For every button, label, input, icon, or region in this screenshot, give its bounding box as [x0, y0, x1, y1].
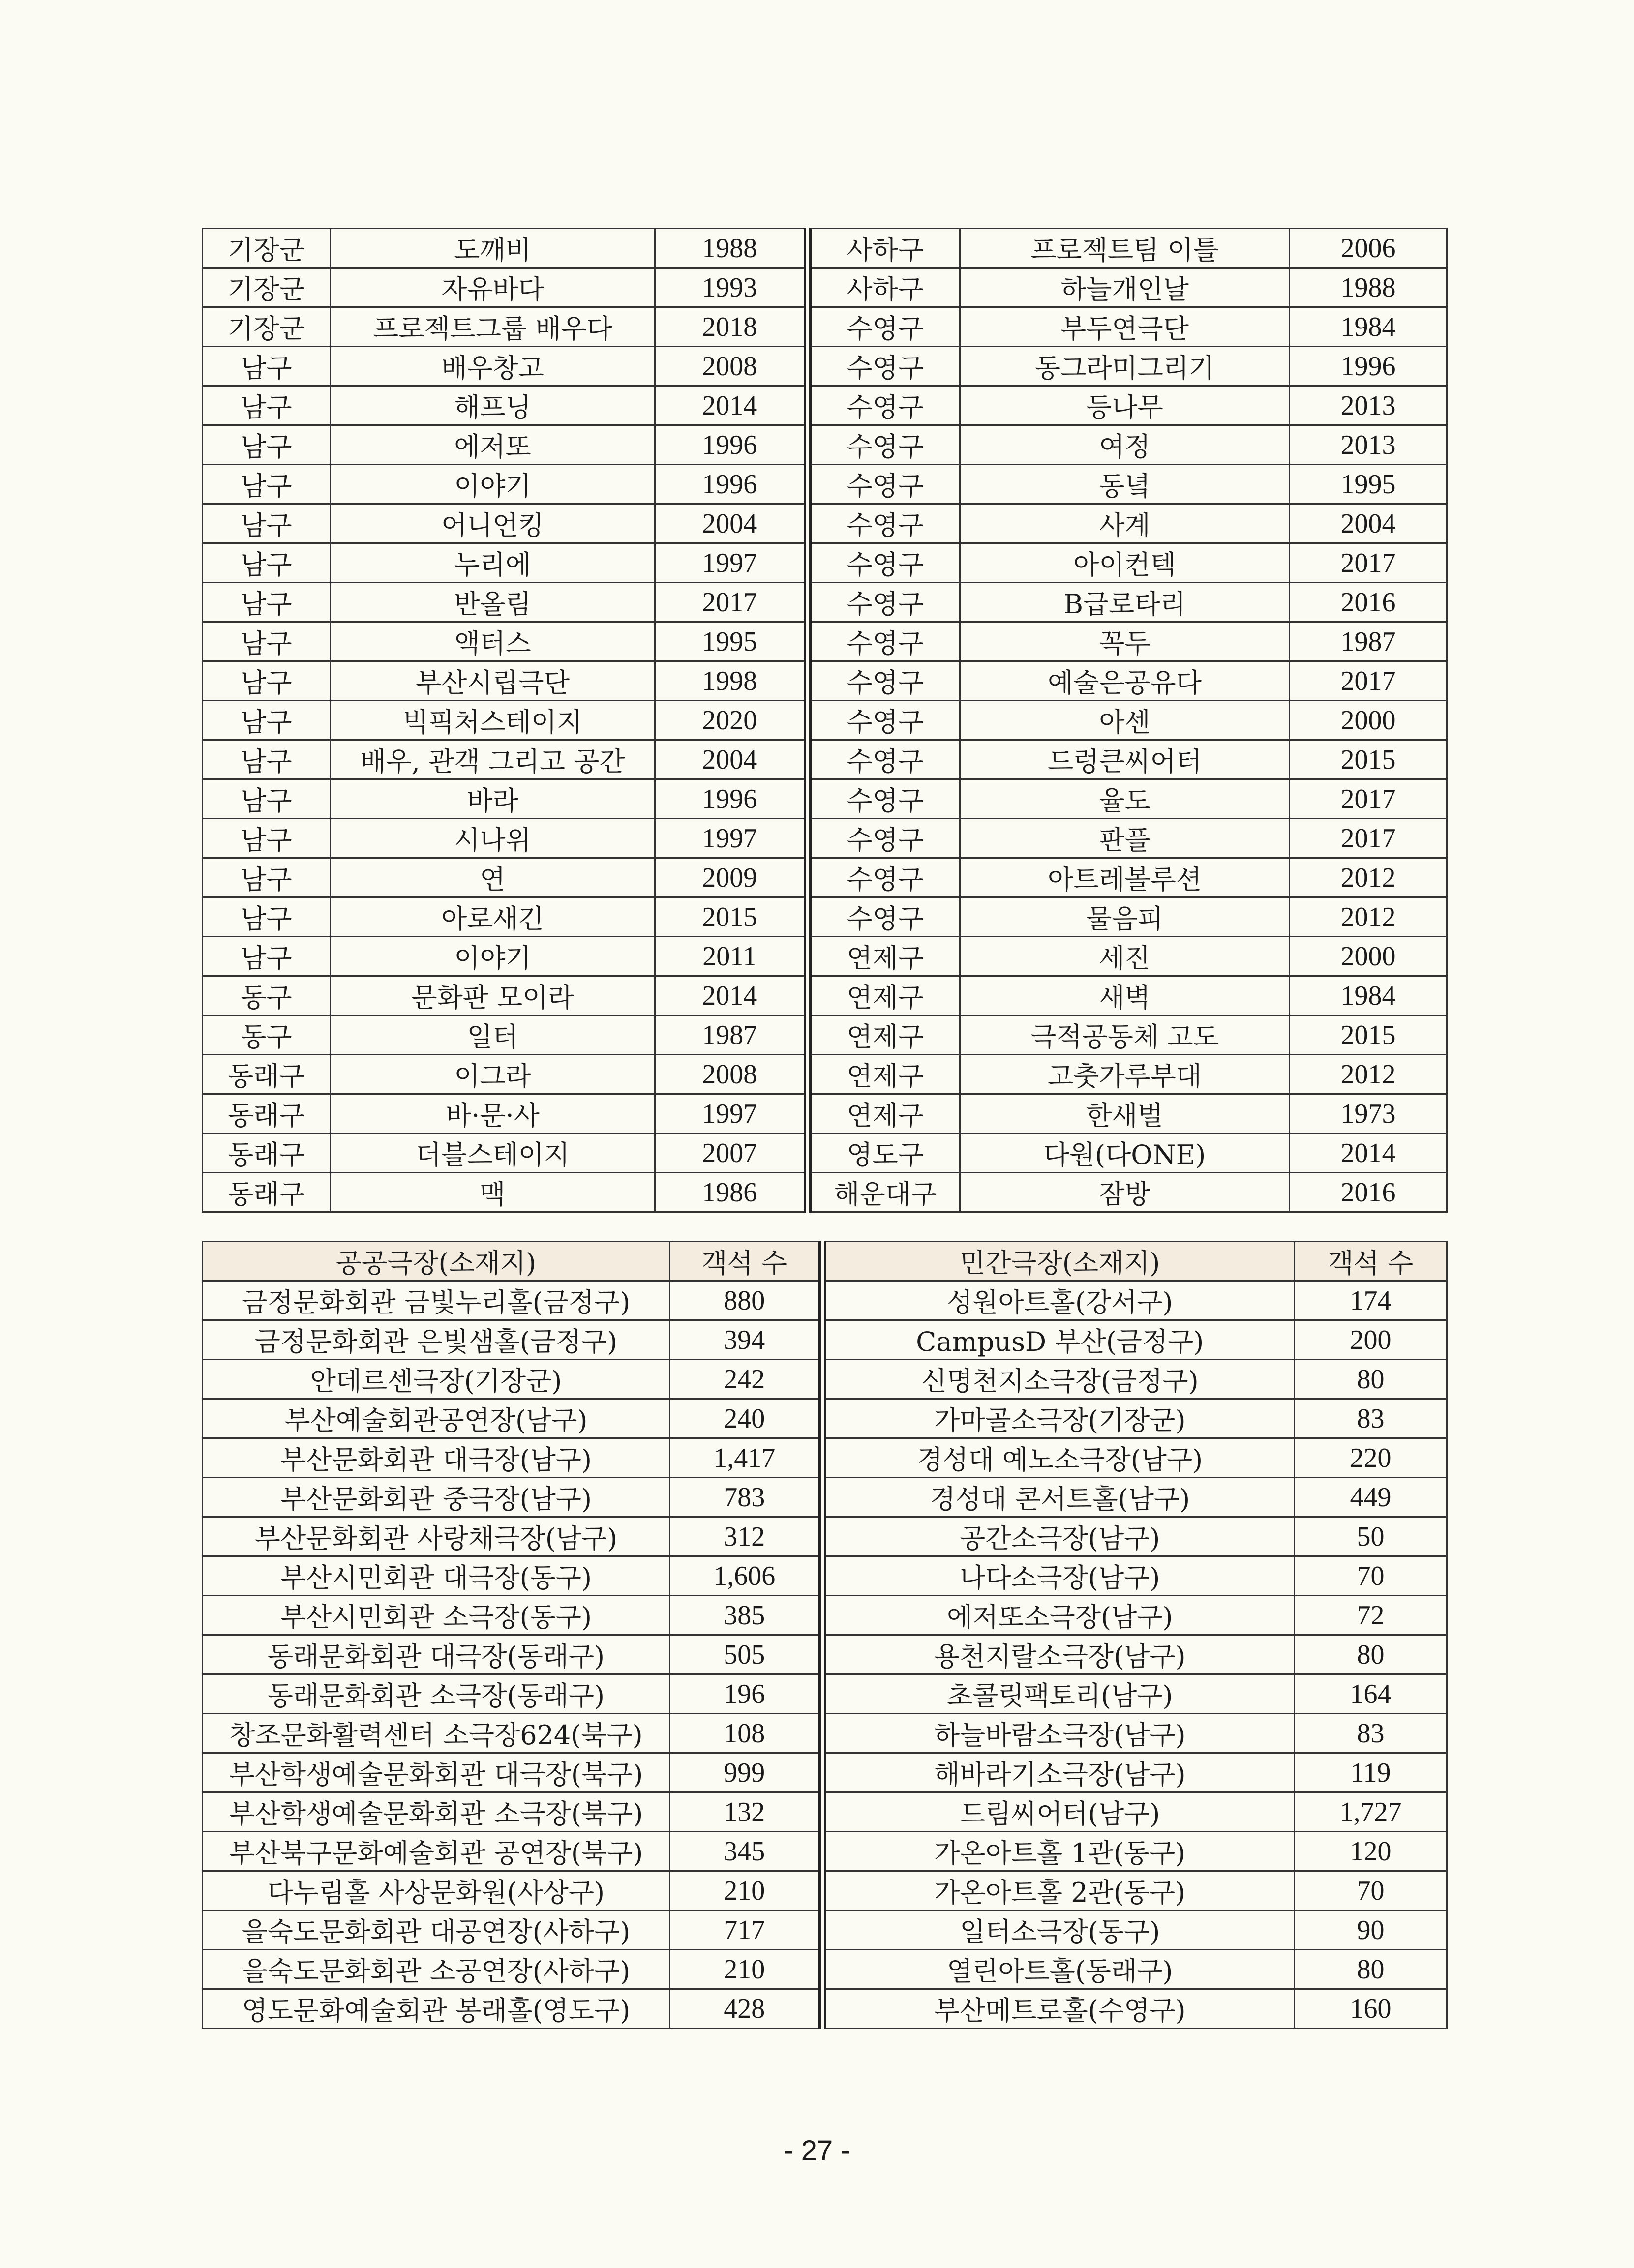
founded-year-cell: 2004 [1290, 504, 1447, 543]
group-name-cell: 배우창고 [331, 347, 655, 386]
district-cell: 수영구 [808, 307, 960, 347]
founded-year-cell: 2014 [1290, 1134, 1447, 1173]
group-name-cell: 어니언킹 [331, 504, 655, 543]
founded-year-cell: 2018 [655, 307, 808, 347]
public-seats-header: 객석 수 [670, 1242, 822, 1281]
district-cell: 수영구 [808, 858, 960, 897]
public-venue-cell: 금정문화회관 은빛샘홀(금정구) [203, 1320, 670, 1360]
founded-year-cell: 1996 [655, 465, 808, 504]
group-name-cell: 해프닝 [331, 386, 655, 425]
founded-year-cell: 2014 [655, 976, 808, 1015]
table-row [203, 1556, 1447, 1596]
table-row [203, 268, 1447, 307]
group-name-cell: 아센 [960, 701, 1290, 740]
table-row [203, 1635, 1447, 1674]
founded-year-cell: 2015 [1290, 1015, 1447, 1055]
private-venue-cell: 하늘바람소극장(남구) [822, 1714, 1295, 1753]
public-venue-cell: 안데르센극장(기장군) [203, 1360, 670, 1399]
district-cell: 기장군 [203, 307, 331, 347]
public-venue-cell: 부산문화회관 사랑채극장(남구) [203, 1517, 670, 1556]
seat-count-cell: 90 [1295, 1910, 1447, 1950]
group-name-cell: 에저또 [331, 425, 655, 465]
district-cell: 남구 [203, 819, 331, 858]
district-cell: 수영구 [808, 819, 960, 858]
founded-year-cell: 1996 [655, 425, 808, 465]
table-row [203, 1910, 1447, 1950]
seat-count-cell: 132 [670, 1792, 822, 1832]
table-row [203, 1015, 1447, 1055]
seat-count-cell: 210 [670, 1871, 822, 1910]
table-row [203, 661, 1447, 701]
seat-count-cell: 220 [1295, 1438, 1447, 1478]
founded-year-cell: 2017 [655, 583, 808, 622]
founded-year-cell: 1997 [655, 543, 808, 583]
district-cell: 남구 [203, 858, 331, 897]
public-venue-cell: 창조문화활력센터 소극장624(북구) [203, 1714, 670, 1753]
table-row [203, 1360, 1447, 1399]
public-venue-cell: 부산시민회관 소극장(동구) [203, 1596, 670, 1635]
private-venue-cell: 신명천지소극장(금정구) [822, 1360, 1295, 1399]
table-row [203, 1753, 1447, 1792]
seat-count-cell: 70 [1295, 1871, 1447, 1910]
group-name-cell: 여정 [960, 425, 1290, 465]
table-row [203, 858, 1447, 897]
table-row [203, 701, 1447, 740]
district-cell: 동래구 [203, 1055, 331, 1094]
private-venue-cell: 초콜릿팩토리(남구) [822, 1674, 1295, 1714]
group-name-cell: 물음피 [960, 897, 1290, 937]
seat-count-cell: 83 [1295, 1399, 1447, 1438]
group-name-cell: 동그라미그리기 [960, 347, 1290, 386]
founded-year-cell: 1987 [655, 1015, 808, 1055]
group-name-cell: 잠방 [960, 1173, 1290, 1212]
district-cell: 연제구 [808, 1015, 960, 1055]
founded-year-cell: 1986 [655, 1173, 808, 1212]
public-venue-cell: 동래문화회관 대극장(동래구) [203, 1635, 670, 1674]
seat-count-cell: 505 [670, 1635, 822, 1674]
group-name-cell: 등나무 [960, 386, 1290, 425]
group-name-cell: 하늘개인날 [960, 268, 1290, 307]
public-venue-cell: 부산학생예술문화회관 대극장(북구) [203, 1753, 670, 1792]
table-row [203, 622, 1447, 661]
table-row [203, 425, 1447, 465]
private-venue-cell: 가온아트홀 2관(동구) [822, 1871, 1295, 1910]
table-row [203, 1281, 1447, 1320]
group-name-cell: 다원(다ONE) [960, 1134, 1290, 1173]
district-cell: 동구 [203, 976, 331, 1015]
district-cell: 남구 [203, 701, 331, 740]
table-row [203, 386, 1447, 425]
group-name-cell: 아이컨텍 [960, 543, 1290, 583]
group-name-cell: 예술은공유다 [960, 661, 1290, 701]
seat-count-cell: 200 [1295, 1320, 1447, 1360]
district-cell: 사하구 [808, 229, 960, 268]
district-cell: 수영구 [808, 661, 960, 701]
founded-year-cell: 2012 [1290, 858, 1447, 897]
district-cell: 연제구 [808, 976, 960, 1015]
founded-year-cell: 2007 [655, 1134, 808, 1173]
private-venue-cell: 열린아트홀(동래구) [822, 1950, 1295, 1989]
seat-count-cell: 83 [1295, 1714, 1447, 1753]
founded-year-cell: 2004 [655, 504, 808, 543]
private-venue-cell: 부산메트로홀(수영구) [822, 1989, 1295, 2029]
private-venue-cell: 성원아트홀(강서구) [822, 1281, 1295, 1320]
table-row [203, 229, 1447, 268]
table-row [203, 1134, 1447, 1173]
founded-year-cell: 2008 [655, 347, 808, 386]
district-cell: 수영구 [808, 543, 960, 583]
table-row [203, 1596, 1447, 1635]
seat-count-cell: 164 [1295, 1674, 1447, 1714]
seat-count-cell: 1,606 [670, 1556, 822, 1596]
district-cell: 남구 [203, 465, 331, 504]
seat-count-cell: 80 [1295, 1635, 1447, 1674]
district-cell: 연제구 [808, 937, 960, 976]
table-row [203, 1714, 1447, 1753]
table-row [203, 1320, 1447, 1360]
founded-year-cell: 2009 [655, 858, 808, 897]
group-name-cell: 율도 [960, 779, 1290, 819]
group-name-cell: 새벽 [960, 976, 1290, 1015]
group-name-cell: 도깨비 [331, 229, 655, 268]
group-name-cell: 동녘 [960, 465, 1290, 504]
seat-count-cell: 394 [670, 1320, 822, 1360]
seat-count-cell: 449 [1295, 1478, 1447, 1517]
table-row [203, 1792, 1447, 1832]
table-row [203, 1399, 1447, 1438]
private-venue-cell: 해바라기소극장(남구) [822, 1753, 1295, 1792]
group-name-cell: 부산시립극단 [331, 661, 655, 701]
group-name-cell: 고춧가루부대 [960, 1055, 1290, 1094]
table-row [203, 976, 1447, 1015]
venue-seats-header-row [203, 1242, 1447, 1281]
group-name-cell: 일터 [331, 1015, 655, 1055]
founded-year-cell: 1997 [655, 1094, 808, 1134]
table-row [203, 1438, 1447, 1478]
table-row [203, 1674, 1447, 1714]
district-cell: 연제구 [808, 1094, 960, 1134]
public-venue-cell: 부산문화회관 중극장(남구) [203, 1478, 670, 1517]
seat-count-cell: 174 [1295, 1281, 1447, 1320]
group-name-cell: B급로타리 [960, 583, 1290, 622]
group-name-cell: 문화판 모이라 [331, 976, 655, 1015]
seat-count-cell: 119 [1295, 1753, 1447, 1792]
table-row [203, 779, 1447, 819]
table-row [203, 740, 1447, 779]
founded-year-cell: 2008 [655, 1055, 808, 1094]
founded-year-cell: 1998 [655, 661, 808, 701]
table-row [203, 1832, 1447, 1871]
page-number: - 27 - [784, 2135, 850, 2167]
table-row [203, 583, 1447, 622]
founded-year-cell: 1996 [1290, 347, 1447, 386]
founded-year-cell: 2015 [1290, 740, 1447, 779]
private-venue-cell: 나다소극장(남구) [822, 1556, 1295, 1596]
group-name-cell: 프로젝트팀 이틀 [960, 229, 1290, 268]
district-cell: 연제구 [808, 1055, 960, 1094]
district-cell: 남구 [203, 504, 331, 543]
venue-seats-body [203, 1281, 1447, 2029]
district-cell: 남구 [203, 740, 331, 779]
group-name-cell: 극적공동체 고도 [960, 1015, 1290, 1055]
district-cell: 수영구 [808, 740, 960, 779]
private-venue-cell: 경성대 예노소극장(남구) [822, 1438, 1295, 1478]
founded-year-cell: 2016 [1290, 1173, 1447, 1212]
seat-count-cell: 1,727 [1295, 1792, 1447, 1832]
table-row [203, 819, 1447, 858]
public-venue-cell: 부산학생예술문화회관 소극장(북구) [203, 1792, 670, 1832]
founded-year-cell: 2017 [1290, 819, 1447, 858]
public-venue-header: 공공극장(소재지) [203, 1242, 670, 1281]
founded-year-cell: 2013 [1290, 386, 1447, 425]
founded-year-cell: 2013 [1290, 425, 1447, 465]
district-cell: 기장군 [203, 229, 331, 268]
district-cell: 영도구 [808, 1134, 960, 1173]
district-cell: 남구 [203, 661, 331, 701]
district-cell: 남구 [203, 937, 331, 976]
private-venue-cell: CampusD 부산(금정구) [822, 1320, 1295, 1360]
district-cell: 수영구 [808, 386, 960, 425]
group-name-cell: 꼭두 [960, 622, 1290, 661]
public-venue-cell: 부산예술회관공연장(남구) [203, 1399, 670, 1438]
theatre-groups-body [203, 229, 1447, 1212]
founded-year-cell: 2017 [1290, 779, 1447, 819]
public-venue-cell: 영도문화예술회관 봉래홀(영도구) [203, 1989, 670, 2029]
seat-count-cell: 50 [1295, 1517, 1447, 1556]
private-venue-cell: 에저또소극장(남구) [822, 1596, 1295, 1635]
seat-count-cell: 1,417 [670, 1438, 822, 1478]
district-cell: 수영구 [808, 504, 960, 543]
group-name-cell: 반올림 [331, 583, 655, 622]
group-name-cell: 판플 [960, 819, 1290, 858]
table-row [203, 937, 1447, 976]
seat-count-cell: 80 [1295, 1950, 1447, 1989]
table-row [203, 1950, 1447, 1989]
district-cell: 남구 [203, 543, 331, 583]
founded-year-cell: 1988 [1290, 268, 1447, 307]
group-name-cell: 부두연극단 [960, 307, 1290, 347]
group-name-cell: 한새벌 [960, 1094, 1290, 1134]
group-name-cell: 더블스테이지 [331, 1134, 655, 1173]
founded-year-cell: 2012 [1290, 1055, 1447, 1094]
seat-count-cell: 999 [670, 1753, 822, 1792]
group-name-cell: 빅픽처스테이지 [331, 701, 655, 740]
group-name-cell: 바·문·사 [331, 1094, 655, 1134]
district-cell: 남구 [203, 425, 331, 465]
founded-year-cell: 2011 [655, 937, 808, 976]
group-name-cell: 자유바다 [331, 268, 655, 307]
founded-year-cell: 2000 [1290, 937, 1447, 976]
founded-year-cell: 2017 [1290, 543, 1447, 583]
table-row [203, 347, 1447, 386]
seat-count-cell: 70 [1295, 1556, 1447, 1596]
founded-year-cell: 2014 [655, 386, 808, 425]
district-cell: 기장군 [203, 268, 331, 307]
founded-year-cell: 2015 [655, 897, 808, 937]
founded-year-cell: 2004 [655, 740, 808, 779]
district-cell: 남구 [203, 622, 331, 661]
founded-year-cell: 1984 [1290, 307, 1447, 347]
table-row [203, 1478, 1447, 1517]
public-venue-cell: 다누림홀 사상문화원(사상구) [203, 1871, 670, 1910]
founded-year-cell: 2006 [1290, 229, 1447, 268]
seat-count-cell: 242 [670, 1360, 822, 1399]
seat-count-cell: 345 [670, 1832, 822, 1871]
founded-year-cell: 2017 [1290, 661, 1447, 701]
public-venue-cell: 을숙도문화회관 대공연장(사하구) [203, 1910, 670, 1950]
founded-year-cell: 1984 [1290, 976, 1447, 1015]
table-row [203, 1989, 1447, 2029]
founded-year-cell: 2016 [1290, 583, 1447, 622]
district-cell: 남구 [203, 779, 331, 819]
district-cell: 수영구 [808, 425, 960, 465]
seat-count-cell: 160 [1295, 1989, 1447, 2029]
seat-count-cell: 312 [670, 1517, 822, 1556]
table-row [203, 897, 1447, 937]
public-venue-cell: 을숙도문화회관 소공연장(사하구) [203, 1950, 670, 1989]
group-name-cell: 시나위 [331, 819, 655, 858]
founded-year-cell: 1995 [1290, 465, 1447, 504]
table-row [203, 465, 1447, 504]
group-name-cell: 아트레볼루션 [960, 858, 1290, 897]
district-cell: 해운대구 [808, 1173, 960, 1212]
district-cell: 사하구 [808, 268, 960, 307]
district-cell: 남구 [203, 897, 331, 937]
public-venue-cell: 부산북구문화예술회관 공연장(북구) [203, 1832, 670, 1871]
private-venue-header: 민간극장(소재지) [822, 1242, 1295, 1281]
seat-count-cell: 120 [1295, 1832, 1447, 1871]
seat-count-cell: 196 [670, 1674, 822, 1714]
founded-year-cell: 2000 [1290, 701, 1447, 740]
private-venue-cell: 일터소극장(동구) [822, 1910, 1295, 1950]
private-venue-cell: 가온아트홀 1관(동구) [822, 1832, 1295, 1871]
table-row [203, 1517, 1447, 1556]
district-cell: 남구 [203, 583, 331, 622]
private-venue-cell: 드림씨어터(남구) [822, 1792, 1295, 1832]
group-name-cell: 드렁큰씨어터 [960, 740, 1290, 779]
founded-year-cell: 1987 [1290, 622, 1447, 661]
founded-year-cell: 1995 [655, 622, 808, 661]
district-cell: 수영구 [808, 583, 960, 622]
theatre-groups-table [202, 228, 1448, 1213]
private-venue-cell: 용천지랄소극장(남구) [822, 1635, 1295, 1674]
private-venue-cell: 공간소극장(남구) [822, 1517, 1295, 1556]
seat-count-cell: 240 [670, 1399, 822, 1438]
district-cell: 수영구 [808, 465, 960, 504]
seat-count-cell: 210 [670, 1950, 822, 1989]
district-cell: 남구 [203, 347, 331, 386]
seat-count-cell: 880 [670, 1281, 822, 1320]
group-name-cell: 바라 [331, 779, 655, 819]
district-cell: 수영구 [808, 622, 960, 661]
founded-year-cell: 2020 [655, 701, 808, 740]
seat-count-cell: 72 [1295, 1596, 1447, 1635]
venue-seats-table [202, 1241, 1448, 2029]
table-row [203, 1094, 1447, 1134]
group-name-cell: 이그라 [331, 1055, 655, 1094]
district-cell: 수영구 [808, 779, 960, 819]
founded-year-cell: 1997 [655, 819, 808, 858]
seat-count-cell: 385 [670, 1596, 822, 1635]
district-cell: 동구 [203, 1015, 331, 1055]
founded-year-cell: 1973 [1290, 1094, 1447, 1134]
group-name-cell: 세진 [960, 937, 1290, 976]
table-row [203, 1055, 1447, 1094]
group-name-cell: 맥 [331, 1173, 655, 1212]
group-name-cell: 프로젝트그룹 배우다 [331, 307, 655, 347]
seat-count-cell: 108 [670, 1714, 822, 1753]
group-name-cell: 연 [331, 858, 655, 897]
group-name-cell: 아로새긴 [331, 897, 655, 937]
group-name-cell: 이야기 [331, 937, 655, 976]
district-cell: 남구 [203, 386, 331, 425]
founded-year-cell: 2012 [1290, 897, 1447, 937]
district-cell: 동래구 [203, 1134, 331, 1173]
seat-count-cell: 783 [670, 1478, 822, 1517]
private-venue-cell: 경성대 콘서트홀(남구) [822, 1478, 1295, 1517]
group-name-cell: 액터스 [331, 622, 655, 661]
table-row [203, 1871, 1447, 1910]
public-venue-cell: 동래문화회관 소극장(동래구) [203, 1674, 670, 1714]
private-venue-cell: 가마골소극장(기장군) [822, 1399, 1295, 1438]
group-name-cell: 배우, 관객 그리고 공간 [331, 740, 655, 779]
seat-count-cell: 428 [670, 1989, 822, 2029]
public-venue-cell: 금정문화회관 금빛누리홀(금정구) [203, 1281, 670, 1320]
public-venue-cell: 부산시민회관 대극장(동구) [203, 1556, 670, 1596]
founded-year-cell: 1993 [655, 268, 808, 307]
district-cell: 수영구 [808, 897, 960, 937]
district-cell: 수영구 [808, 347, 960, 386]
founded-year-cell: 1996 [655, 779, 808, 819]
public-venue-cell: 부산문화회관 대극장(남구) [203, 1438, 670, 1478]
table-row [203, 504, 1447, 543]
private-seats-header: 객석 수 [1295, 1242, 1447, 1281]
district-cell: 동래구 [203, 1094, 331, 1134]
founded-year-cell: 1988 [655, 229, 808, 268]
table-row [203, 307, 1447, 347]
district-cell: 수영구 [808, 701, 960, 740]
district-cell: 동래구 [203, 1173, 331, 1212]
seat-count-cell: 717 [670, 1910, 822, 1950]
group-name-cell: 이야기 [331, 465, 655, 504]
table-row [203, 1173, 1447, 1212]
group-name-cell: 누리에 [331, 543, 655, 583]
seat-count-cell: 80 [1295, 1360, 1447, 1399]
table-row [203, 543, 1447, 583]
group-name-cell: 사계 [960, 504, 1290, 543]
